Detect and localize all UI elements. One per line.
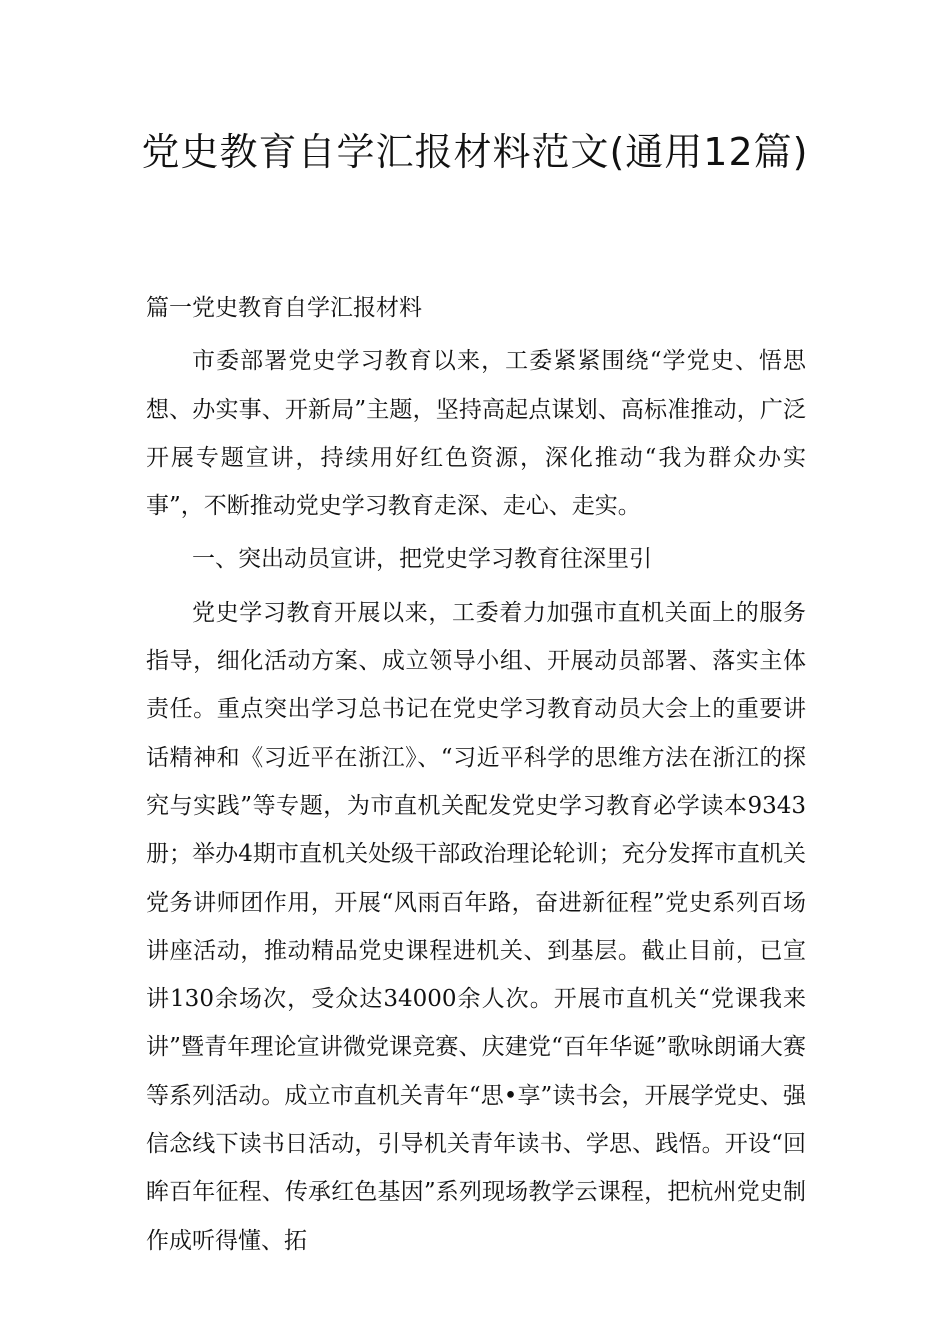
document-body [146,284,806,1265]
section-heading: 一、突出动员宣讲，把党史学习教育往深里引 [192,546,652,573]
body-paragraph: 党史学习教育开展以来，工委着力加强市直机关面上的服务指导，细化活动方案、成立领导小组、开展动员部署、落实主体责任。重点突出学习总书记在党史学习教育动员大会上的重要讲话精神和《习近平在浙江》、“习近平科学的思维方法在浙江的探究与实践”等专题，为市直机关配发党史学习教育必学读本9343册；举办4期市直机关处级干部政治理论轮训；充分发挥市直机关党务讲师团作用，开展“风雨百年路，奋进新征程”党史系列百场讲座活动，推动精品党史课程进机关、到基层。截止目前，已宣讲130余场次，受众达34000余人次。开展市直机关“党课我来讲”暨青年理论宣讲微党课竞赛、庆建党“百年华诞”歌咏朗诵大赛等系列活动。成立市直机关青年“思•享”读书会，开展学党史、强信念线下读书日活动，引导机关青年读书、学思、践悟。开设“回眸百年征程、传承红色基因”系列现场教学云课程，把杭州党史制作成听得懂、拓 [146,599,806,1254]
article-heading: 篇一党史教育自学汇报材料 [146,295,422,321]
intro-paragraph: 市委部署党史学习教育以来，工委紧紧围绕“学党史、悟思想、办实事、开新局”主题，坚持高起点谋划、高标准推动，广泛开展专题宣讲，持续用好红色资源，深化推动“我为群众办实事”，不断推动党史学习教育走深、走心、走实。 [146,348,806,520]
document-title: 党史教育自学汇报材料范文(通用12篇) [141,130,809,174]
